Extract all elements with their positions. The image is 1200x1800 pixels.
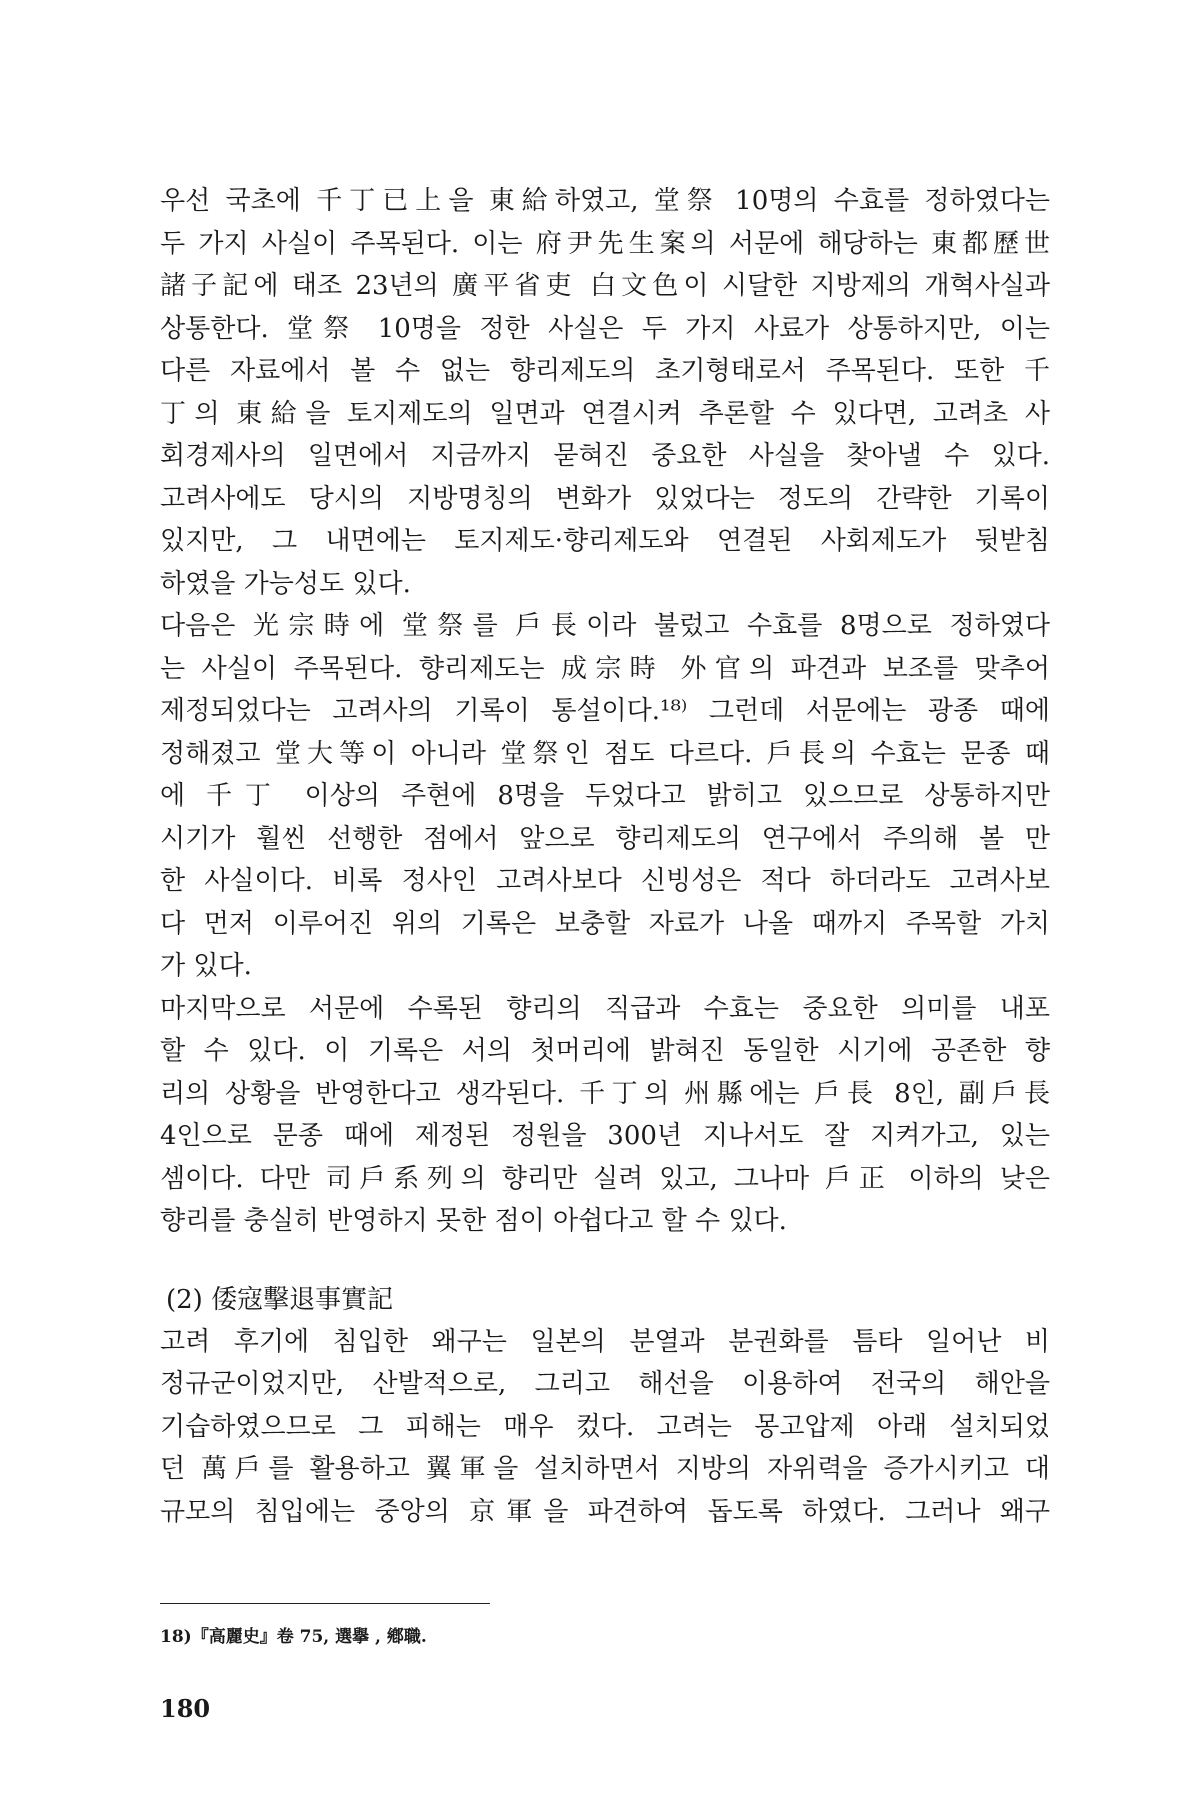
- footnote-divider: [160, 1603, 490, 1604]
- text-line: 한 사실이다. 비록 정사인 고려사보다 신빙성은 적다 하더라도 고려사보: [160, 866, 1050, 896]
- paragraph-3: [160, 988, 1050, 1243]
- text-line: 다른 자료에서 볼 수 없는 향리제도의 초기형태로서 주목된다. 또한 千: [160, 356, 1050, 386]
- text-line: 셈이다. 다만 司戶系列의 향리만 실려 있고, 그나마 戶正 이하의 낮은: [160, 1163, 1050, 1194]
- text-line: 고려 후기에 침입한 왜구는 일본의 분열과 분권화를 틈타 일어난 비: [160, 1326, 1050, 1357]
- text-line: 정해졌고 堂大等이 아니라 堂祭인 점도 다르다. 戶長의 수효는 문종 때: [160, 738, 1050, 769]
- text-line: 丁의 東給을 토지제도의 일면과 연결시켜 추론할 수 있다면, 고려초 사: [160, 398, 1050, 429]
- paragraph-1: [160, 180, 1050, 605]
- text-line: 정규군이었지만, 산발적으로, 그리고 해선을 이용하여 전국의 해안을: [160, 1369, 1050, 1399]
- text-line: 우선 국초에 千丁已上을 東給하였고, 堂祭 10명의 수효를 정하였다는: [160, 186, 1050, 216]
- text-line: 하였을 가능성도 있다.: [160, 568, 411, 599]
- page-body: [160, 180, 1050, 1533]
- text-line: 에 千丁 이상의 주현에 8명을 두었다고 밝히고 있으므로 상통하지만: [160, 781, 1050, 811]
- text-line: 기습하였으므로 그 피해는 매우 컸다. 고려는 몽고압제 아래 설치되었: [160, 1411, 1050, 1442]
- text-line: 향리를 충실히 반영하지 못한 점이 아쉽다고 할 수 있다.: [160, 1206, 787, 1236]
- text-line: 할 수 있다. 이 기록은 서의 첫머리에 밝혀진 동일한 시기에 공존한 향: [160, 1036, 1050, 1066]
- text-line: 諸子記에 태조 23년의 廣平省吏 白文色이 시달한 지방제의 개혁사실과: [160, 271, 1050, 301]
- text-line: 상통한다. 堂祭 10명을 정한 사실은 두 가지 사료가 상통하지만, 이는: [160, 313, 1050, 344]
- text-line: 4인으로 문종 때에 제정된 정원을 300년 지나서도 잘 지켜가고, 있는: [160, 1121, 1050, 1151]
- text-line: 고려사에도 당시의 지방명칭의 변화가 있었다는 정도의 간략한 기록이: [160, 483, 1050, 514]
- text-line: 다음은 光宗時에 堂祭를 戶長이라 불렀고 수효를 8명으로 정하였다: [160, 611, 1050, 641]
- page-number: 180: [160, 1694, 211, 1723]
- text-line: 다 먼저 이루어진 위의 기록은 보충할 자료가 나올 때까지 주목할 가치: [160, 908, 1050, 939]
- text-line: 는 사실이 주목된다. 향리제도는 成宗時 外官의 파견과 보조를 맞추어: [160, 653, 1050, 684]
- text-line: 리의 상황을 반영한다고 생각된다. 千丁의 州縣에는 戶長 8인, 副戶長: [160, 1078, 1050, 1109]
- section-heading: (2) 倭寇擊退事實記: [166, 1284, 394, 1315]
- text-line: 있지만, 그 내면에는 토지제도·향리제도와 연결된 사회제도가 뒷받침: [160, 526, 1050, 556]
- footnote: 18)『高麗史』卷 75, 選擧 , 鄕職.: [160, 1627, 427, 1647]
- text-line: 가 있다.: [160, 951, 252, 981]
- text-line: 규모의 침입에는 중앙의 京軍을 파견하여 돕도록 하였다. 그러나 왜구: [160, 1496, 1050, 1527]
- text-line: 제정되었다는 고려사의 기록이 통설이다.¹⁸⁾ 그런데 서문에는 광종 때에: [160, 696, 1050, 726]
- text-line: 회경제사의 일면에서 지금까지 묻혀진 중요한 사실을 찾아낼 수 있다.: [160, 441, 1050, 471]
- text-line: 던 萬戶를 활용하고 翼軍을 설치하면서 지방의 자위력을 증가시키고 대: [160, 1454, 1050, 1484]
- text-line: 마지막으로 서문에 수록된 향리의 직급과 수효는 중요한 의미를 내포: [160, 993, 1050, 1024]
- paragraph-4: [160, 1321, 1050, 1534]
- paragraph-2: [160, 605, 1050, 988]
- text-line: 두 가지 사실이 주목된다. 이는 府尹先生案의 서문에 해당하는 東都歷世: [160, 228, 1050, 259]
- text-line: 시기가 훨씬 선행한 점에서 앞으로 향리제도의 연구에서 주의해 볼 만: [160, 823, 1050, 854]
